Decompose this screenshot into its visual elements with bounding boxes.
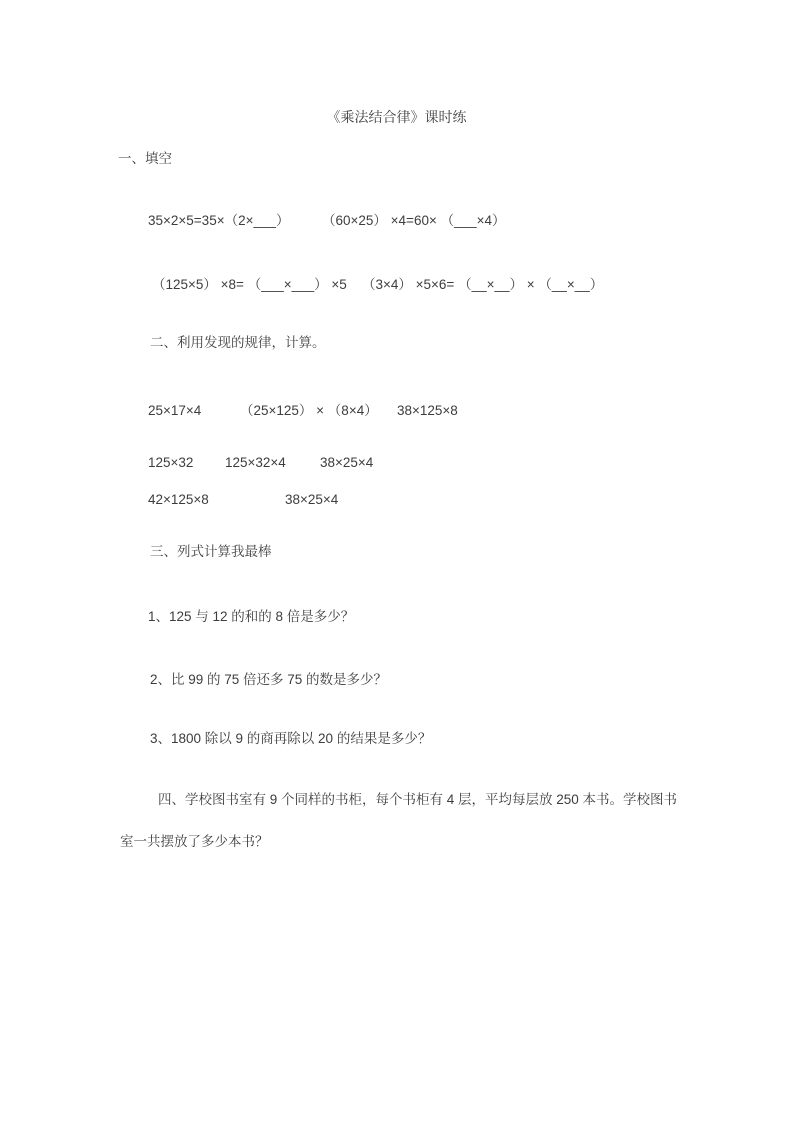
word-problem-1: 1、125 与 12 的和的 8 倍是多少？ (148, 609, 355, 624)
section4-problem-line2: 室一共摆放了多少本书？ (120, 834, 269, 849)
section4-problem-line1: 四、学校图书室有 9 个同样的书柜，每个书柜有 4 层，平均每层放 250 本书。学校图书 (158, 792, 678, 807)
section1-heading: 一、填空 (118, 151, 172, 166)
page-title: 《乘法结合律》课时练 (326, 109, 467, 125)
calc-expression-5: 125×32×4 (225, 455, 286, 470)
calc-expression-7: 42×125×8 (148, 492, 209, 507)
calc-expression-8: 38×25×4 (285, 492, 339, 507)
fill-blank-expression-3: （125×5） ×8= （___×___） ×5 (152, 277, 347, 292)
fill-blank-expression-2: （60×25） ×4=60× （___×4） (322, 213, 506, 228)
fill-blank-expression-4: （3×4） ×5×6= （__×__） × （__×__） (362, 277, 604, 292)
fill-blank-expression-1: 35×2×5=35×（2×___） (148, 213, 290, 228)
word-problem-2: 2、比 99 的 75 倍还多 75 的数是多少？ (150, 672, 388, 687)
word-problem-3: 3、1800 除以 9 的商再除以 20 的结果是多少？ (150, 731, 432, 746)
calc-expression-2: （25×125） × （8×4） (240, 403, 378, 418)
calc-expression-1: 25×17×4 (148, 403, 202, 418)
calc-expression-6: 38×25×4 (320, 455, 374, 470)
section3-heading: 三、列式计算我最棒 (150, 544, 272, 559)
calc-expression-3: 38×125×8 (397, 403, 458, 418)
calc-expression-4: 125×32 (148, 455, 194, 470)
section2-heading: 二、利用发现的规律，计算。 (150, 335, 326, 350)
